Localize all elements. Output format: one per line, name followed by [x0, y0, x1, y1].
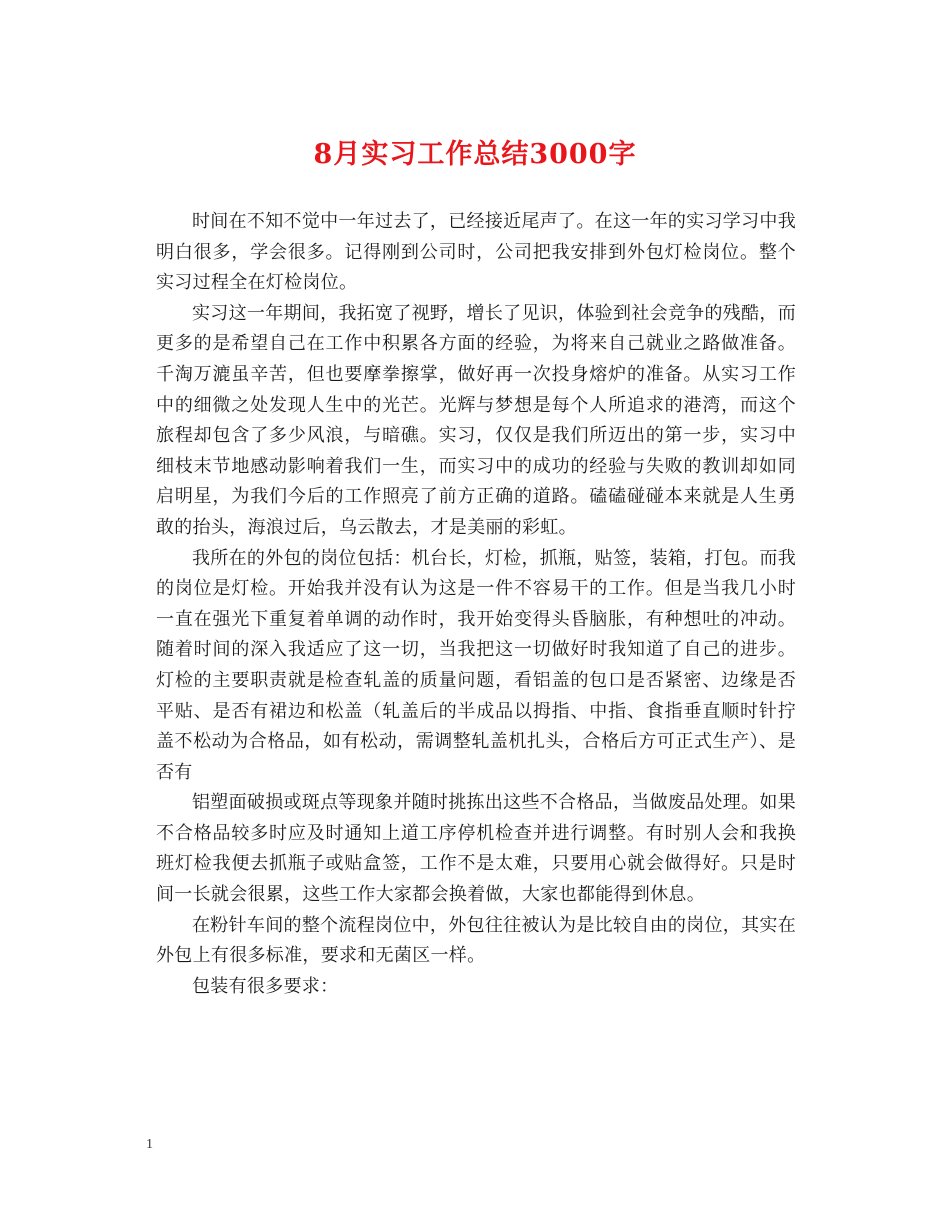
document-title: 8月实习工作总结3000字 — [313, 139, 637, 170]
paragraph-3: 我所在的外包的岗位包括：机台长，灯检，抓瓶，贴签，装箱，打包。而我的岗位是灯检。开始我并没有认为这是一件不容易干的工作。但是当我几小时一直在强光下重复着单调的动作时，我开始变得头昏脑胀，有种想吐的冲动。随着时间的深入我适应了这一切，当我把这一切做好时我知道了自己的进步。灯检的主要职责就是检查轧盖的质量问题，看铝盖的包口是否紧密、边缘是否平贴、是否有裙边和松盖（轧盖后的半成品以拇指、中指、食指垂直顺时针拧盖不松动为合格品，如有松动，需调整轧盖机扎头，合格后方可正式生产）、是否有 — [156, 547, 796, 783]
paragraph-4: 铝塑面破损或斑点等现象并随时挑拣出这些不合格品，当做废品处理。如果不合格品较多时应及时通知上道工序停机检查并进行调整。有时别人会和我换班灯检我便去抓瓶子或贴盒签，工作不是太难，只要用心就会做得好。只是时间一长就会很累，这些工作大家都会换着做，大家也都能得到休息。 — [156, 792, 796, 906]
paragraph-1: 时间在不知不觉中一年过去了，已经接近尾声了。在这一年的实习学习中我明白很多，学会很多。记得刚到公司时，公司把我安排到外包灯检岗位。整个实习过程全在灯检岗位。 — [156, 211, 796, 294]
paragraph-2: 实习这一年期间，我拓宽了视野，增长了见识，体验到社会竞争的残酷，而更多的是希望自己在工作中积累各方面的经验，为将来自己就业之路做准备。千淘万漉虽辛苦，但也要摩拳擦掌，做好再一次投身熔炉的准备。从实习工作中的细微之处发现人生中的光芒。光辉与梦想是每个人所追求的港湾，而这个旅程却包含了多少风浪，与暗礁。实习，仅仅是我们所迈出的第一步，实习中细枝末节地感动影响着我们一生，而实习中的成功的经验与失败的教训却如同启明星，为我们今后的工作照亮了前方正确的道路。磕磕碰碰本来就是人生勇敢的抬头，海浪过后，乌云散去，才是美丽的彩虹。 — [156, 302, 796, 538]
paragraph-5: 在粉针车间的整个流程岗位中，外包往往被认为是比较自由的岗位，其实在外包上有很多标准，要求和无菌区一样。 — [156, 914, 796, 967]
page-number: 1 — [146, 1137, 153, 1152]
paragraph-6: 包装有很多要求： — [192, 975, 339, 997]
document-body — [156, 207, 796, 1002]
